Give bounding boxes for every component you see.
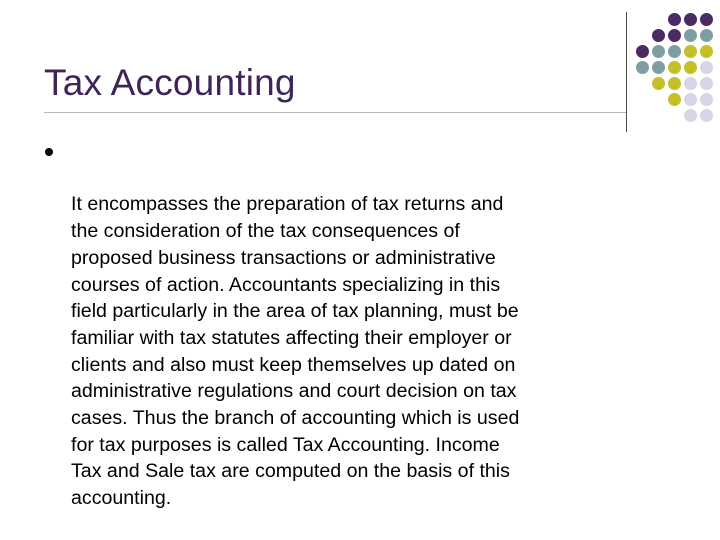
- decorative-dot: [636, 61, 649, 74]
- decorative-dot: [700, 77, 713, 90]
- decorative-dot: [668, 29, 681, 42]
- decorative-dot: [668, 61, 681, 74]
- decorative-dot: [652, 61, 665, 74]
- decorative-dot: [700, 45, 713, 58]
- decorative-dot: [684, 45, 697, 58]
- decorative-dot: [668, 93, 681, 106]
- decorative-dot: [684, 13, 697, 26]
- bullet-dot-icon: [45, 148, 53, 156]
- decorative-dot: [700, 61, 713, 74]
- decorative-dot: [700, 93, 713, 106]
- decorative-dot: [636, 45, 649, 58]
- decorative-dot: [684, 93, 697, 106]
- bullet-item: [44, 138, 684, 512]
- decorative-dot: [668, 13, 681, 26]
- decorative-dot: [652, 77, 665, 90]
- slide-title: Tax Accounting: [44, 62, 296, 103]
- decorative-dot: [668, 77, 681, 90]
- bullet-text: It encompasses the preparation of tax returns and the consideration of the tax consequences of proposed business transactions or administrative courses of action. Accountants specializing in this field particularly in the area of tax planning, must be familiar with tax statutes affecting their employer or clients and also must keep themselves up dated on administrative regulations and court decision on tax cases. Thus the branch of accounting which is used for tax purposes is called Tax Accounting. Income Tax and Sale tax are computed on the basis of this accounting.: [71, 193, 520, 510]
- decorative-dot: [700, 29, 713, 42]
- decorative-dot: [684, 109, 697, 122]
- decorative-dot: [700, 13, 713, 26]
- decorative-dot: [652, 45, 665, 58]
- decorative-dot: [652, 29, 665, 42]
- decorative-dot: [668, 45, 681, 58]
- decorative-dot: [684, 77, 697, 90]
- decorative-dot: [700, 109, 713, 122]
- title-underline: [44, 112, 626, 113]
- decorative-dot: [684, 61, 697, 74]
- vertical-divider: [626, 12, 627, 132]
- bullet-list: [44, 138, 684, 512]
- decorative-dot: [684, 29, 697, 42]
